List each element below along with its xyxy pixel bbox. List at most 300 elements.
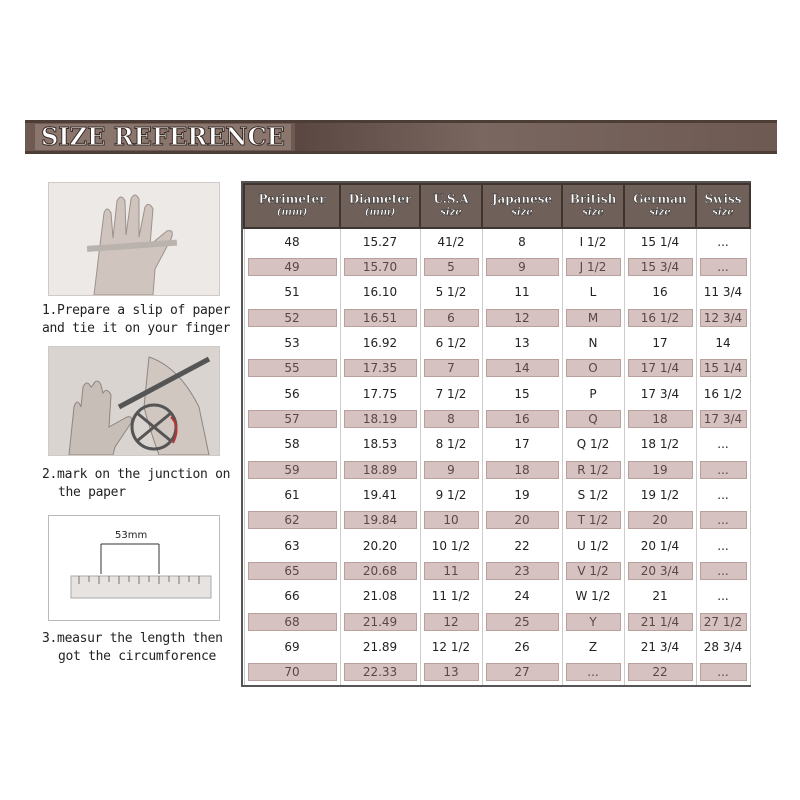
cell-value: 18.53 [362, 437, 398, 452]
cell-value: 66 [284, 589, 300, 604]
cell-diameter [340, 457, 420, 482]
cell-german [624, 558, 696, 583]
cell-value: 9 1/2 [435, 487, 467, 502]
cell-japanese [482, 558, 562, 583]
cell-value: 20 [486, 511, 559, 529]
cell-value: 21.08 [362, 589, 398, 604]
header-usa [420, 184, 482, 228]
cell-value: ... [717, 589, 729, 604]
cell-value: ... [700, 258, 747, 276]
step3-instruction [42, 630, 242, 666]
header-swiss-unit: size [712, 207, 734, 218]
cell-swiss [696, 660, 750, 685]
cell-value: 8 [518, 234, 526, 249]
cell-swiss [696, 432, 750, 457]
cell-german [624, 609, 696, 634]
cell-value: 10 [424, 511, 479, 529]
cell-perimeter [244, 406, 340, 431]
cell-value: 10 1/2 [431, 538, 471, 553]
cell-value: 53 [284, 336, 300, 351]
step2-instruction [42, 466, 242, 502]
banner-shade [295, 123, 765, 151]
cell-swiss [696, 228, 750, 254]
cell-usa [420, 356, 482, 381]
cell-value: Q 1/2 [576, 437, 610, 452]
table-row [244, 533, 750, 558]
cell-japanese [482, 305, 562, 330]
cell-german [624, 330, 696, 355]
cell-perimeter [244, 660, 340, 685]
cell-value: 24 [514, 589, 530, 604]
cell-value: 22 [514, 538, 530, 553]
cell-usa [420, 660, 482, 685]
cell-value: 27 1/2 [700, 613, 747, 631]
cell-value: 17 [514, 437, 530, 452]
cell-value: 12 1/2 [431, 639, 471, 654]
cell-value: O [566, 359, 621, 377]
cell-british [562, 280, 624, 305]
cell-diameter [340, 228, 420, 254]
step3-line2: got the circumforence [58, 649, 217, 664]
cell-usa [420, 609, 482, 634]
cell-german [624, 457, 696, 482]
cell-usa [420, 558, 482, 583]
cell-swiss [696, 609, 750, 634]
cell-value: 17 1/4 [628, 359, 693, 377]
cell-value: 11 [514, 285, 530, 300]
cell-value: 58 [284, 437, 300, 452]
cell-british [562, 406, 624, 431]
cell-value: S 1/2 [577, 487, 609, 502]
cell-value: 70 [248, 663, 337, 681]
cell-value: Q [566, 410, 621, 428]
header-japanese-unit: size [511, 207, 533, 218]
cell-value: 49 [248, 258, 337, 276]
cell-japanese [482, 609, 562, 634]
cell-british [562, 432, 624, 457]
cell-perimeter [244, 609, 340, 634]
cell-diameter [340, 609, 420, 634]
table-row [244, 482, 750, 507]
cell-value: 12 [486, 309, 559, 327]
cell-perimeter [244, 584, 340, 609]
cell-swiss [696, 280, 750, 305]
cell-perimeter [244, 228, 340, 254]
cell-german [624, 584, 696, 609]
cell-japanese [482, 482, 562, 507]
table-row [244, 381, 750, 406]
header-japanese-label: Japanese [491, 192, 553, 206]
cell-japanese [482, 533, 562, 558]
cell-value: 7 [424, 359, 479, 377]
cell-usa [420, 457, 482, 482]
header-perimeter [244, 184, 340, 228]
size-reference-banner [25, 120, 777, 154]
cell-value: 7 1/2 [435, 386, 467, 401]
header-perimeter-unit: (mm) [276, 207, 308, 218]
cell-value: 18 [486, 461, 559, 479]
cell-swiss [696, 457, 750, 482]
cell-value: W 1/2 [575, 589, 611, 604]
cell-value: 21 [652, 589, 668, 604]
cell-usa [420, 406, 482, 431]
cell-swiss [696, 330, 750, 355]
cell-british [562, 609, 624, 634]
cell-value: 17 [652, 336, 668, 351]
cell-value: M [566, 309, 621, 327]
cell-british [562, 254, 624, 279]
header-british-unit: size [582, 207, 604, 218]
cell-japanese [482, 508, 562, 533]
cell-perimeter [244, 558, 340, 583]
cell-value: 63 [284, 538, 300, 553]
table-row [244, 660, 750, 685]
cell-diameter [340, 508, 420, 533]
cell-value: 19 1/2 [640, 487, 680, 502]
cell-value: 57 [248, 410, 337, 428]
cell-japanese [482, 228, 562, 254]
cell-value: 8 1/2 [435, 437, 467, 452]
cell-value: 17.75 [362, 386, 398, 401]
cell-perimeter [244, 508, 340, 533]
header-swiss-label: Swiss [704, 192, 742, 206]
header-german [624, 184, 696, 228]
size-table-body [244, 228, 750, 685]
cell-japanese [482, 280, 562, 305]
cell-value: 6 1/2 [435, 336, 467, 351]
cell-swiss [696, 508, 750, 533]
cell-perimeter [244, 254, 340, 279]
table-row [244, 584, 750, 609]
cell-value: 20 3/4 [628, 562, 693, 580]
cell-value: 18.19 [344, 410, 417, 428]
cell-value: 9 [486, 258, 559, 276]
table-row [244, 508, 750, 533]
cell-german [624, 533, 696, 558]
cell-value: 27 [486, 663, 559, 681]
cell-german [624, 356, 696, 381]
cell-value: 13 [514, 336, 530, 351]
cell-japanese [482, 457, 562, 482]
cell-value: 52 [248, 309, 337, 327]
header-british-label: British [569, 192, 617, 206]
cell-value: 65 [248, 562, 337, 580]
cell-value: N [588, 336, 598, 351]
cell-value: P [589, 386, 597, 401]
cell-value: 6 [424, 309, 479, 327]
cell-value: 48 [284, 234, 300, 249]
header-diameter-label: Diameter [348, 192, 412, 206]
table-row [244, 457, 750, 482]
cell-value: 15 1/4 [700, 359, 747, 377]
cell-value: ... [717, 234, 729, 249]
cell-perimeter [244, 533, 340, 558]
cell-german [624, 660, 696, 685]
cell-value: 21 1/4 [628, 613, 693, 631]
table-row [244, 609, 750, 634]
cell-value: 25 [486, 613, 559, 631]
cell-british [562, 584, 624, 609]
cell-british [562, 558, 624, 583]
cell-value: J 1/2 [566, 258, 621, 276]
cell-value: 18 [628, 410, 693, 428]
cell-value: T 1/2 [566, 511, 621, 529]
cell-value: 16 1/2 [703, 386, 743, 401]
header-usa-label: U.S.A [433, 192, 469, 206]
cell-value: 20 [628, 511, 693, 529]
step2-mark-photo [48, 346, 220, 456]
cell-swiss [696, 584, 750, 609]
banner-title: SIZE REFERENCE [35, 124, 291, 150]
header-usa-unit: size [440, 207, 462, 218]
cell-value: U 1/2 [577, 538, 609, 553]
cell-diameter [340, 356, 420, 381]
table-row [244, 228, 750, 254]
cell-german [624, 381, 696, 406]
cell-japanese [482, 381, 562, 406]
cell-japanese [482, 330, 562, 355]
mark-pen-illustration [49, 347, 219, 455]
cell-swiss [696, 634, 750, 659]
cell-value: 13 [424, 663, 479, 681]
cell-diameter [340, 305, 420, 330]
cell-value: 21.89 [362, 639, 398, 654]
cell-british [562, 381, 624, 406]
cell-value: 26 [514, 639, 530, 654]
cell-perimeter [244, 280, 340, 305]
cell-value: 20.20 [362, 538, 398, 553]
hand-strip-illustration [49, 183, 219, 295]
header-british [562, 184, 624, 228]
cell-value: ... [717, 487, 729, 502]
cell-british [562, 228, 624, 254]
cell-swiss [696, 356, 750, 381]
cell-value: 14 [486, 359, 559, 377]
cell-german [624, 305, 696, 330]
cell-british [562, 660, 624, 685]
cell-usa [420, 508, 482, 533]
cell-value: 19 [514, 487, 530, 502]
table-row [244, 356, 750, 381]
cell-perimeter [244, 305, 340, 330]
cell-usa [420, 228, 482, 254]
cell-value: Z [588, 639, 598, 654]
cell-usa [420, 305, 482, 330]
cell-value: ... [717, 538, 729, 553]
cell-value: 20.68 [344, 562, 417, 580]
cell-value: 15.27 [362, 234, 398, 249]
cell-value: 16.92 [362, 336, 398, 351]
cell-diameter [340, 330, 420, 355]
cell-usa [420, 381, 482, 406]
cell-value: 17 3/4 [640, 386, 680, 401]
step1-line2: and tie it on your finger [42, 321, 231, 336]
cell-british [562, 305, 624, 330]
cell-diameter [340, 381, 420, 406]
cell-value: 11 [424, 562, 479, 580]
table-row [244, 634, 750, 659]
table-row [244, 432, 750, 457]
cell-diameter [340, 634, 420, 659]
cell-german [624, 634, 696, 659]
cell-diameter [340, 660, 420, 685]
cell-usa [420, 254, 482, 279]
cell-japanese [482, 584, 562, 609]
header-perimeter-label: Perimeter [258, 192, 326, 206]
cell-british [562, 634, 624, 659]
cell-value: ... [700, 562, 747, 580]
cell-german [624, 228, 696, 254]
table-row [244, 330, 750, 355]
cell-value: 56 [284, 386, 300, 401]
header-swiss [696, 184, 750, 228]
cell-value: 22 [628, 663, 693, 681]
cell-japanese [482, 432, 562, 457]
cell-german [624, 432, 696, 457]
cell-value: L [589, 285, 597, 300]
cell-value: 16 1/2 [628, 309, 693, 327]
cell-value: ... [566, 663, 621, 681]
cell-value: 19.84 [344, 511, 417, 529]
cell-diameter [340, 482, 420, 507]
table-row [244, 254, 750, 279]
cell-perimeter [244, 457, 340, 482]
cell-value: 17 3/4 [700, 410, 747, 428]
cell-value: 51 [284, 285, 300, 300]
header-diameter [340, 184, 420, 228]
cell-value: 16.10 [362, 285, 398, 300]
cell-swiss [696, 482, 750, 507]
cell-value: 61 [284, 487, 300, 502]
cell-perimeter [244, 381, 340, 406]
cell-value: ... [700, 461, 747, 479]
cell-perimeter [244, 482, 340, 507]
table-row [244, 558, 750, 583]
size-chart-table [241, 181, 751, 687]
step3-ruler-diagram [48, 515, 220, 621]
cell-british [562, 457, 624, 482]
cell-usa [420, 634, 482, 659]
cell-value: 15 [514, 386, 530, 401]
cell-german [624, 508, 696, 533]
cell-value: 16 [652, 285, 668, 300]
cell-usa [420, 330, 482, 355]
cell-usa [420, 280, 482, 305]
cell-value: 21.49 [344, 613, 417, 631]
cell-diameter [340, 432, 420, 457]
cell-perimeter [244, 330, 340, 355]
cell-german [624, 254, 696, 279]
cell-value: ... [700, 511, 747, 529]
step3-line1: 3.measur the length then [42, 631, 223, 646]
cell-value: ... [700, 663, 747, 681]
cell-british [562, 482, 624, 507]
step1-instruction [42, 302, 242, 338]
cell-value: 17.35 [344, 359, 417, 377]
cell-value: 21 3/4 [640, 639, 680, 654]
cell-value: I 1/2 [579, 234, 607, 249]
cell-value: 5 1/2 [435, 285, 467, 300]
size-table [243, 183, 751, 685]
table-header-row [244, 184, 750, 228]
cell-diameter [340, 254, 420, 279]
cell-japanese [482, 660, 562, 685]
cell-british [562, 533, 624, 558]
ruler-label: 53mm [115, 530, 148, 541]
cell-value: 55 [248, 359, 337, 377]
cell-value: V 1/2 [566, 562, 621, 580]
cell-value: 8 [424, 410, 479, 428]
step1-hand-photo [48, 182, 220, 296]
step1-line1: 1.Prepare a slip of paper [42, 303, 231, 318]
cell-german [624, 482, 696, 507]
cell-german [624, 280, 696, 305]
cell-value: 11 1/2 [431, 589, 471, 604]
header-diameter-unit: (mm) [364, 207, 396, 218]
cell-value: 62 [248, 511, 337, 529]
cell-perimeter [244, 432, 340, 457]
cell-usa [420, 432, 482, 457]
cell-value: 14 [715, 336, 731, 351]
table-row [244, 280, 750, 305]
cell-japanese [482, 406, 562, 431]
cell-value: 41/2 [437, 234, 465, 249]
cell-usa [420, 584, 482, 609]
cell-value: Y [566, 613, 621, 631]
cell-value: 16.51 [344, 309, 417, 327]
cell-swiss [696, 533, 750, 558]
header-japanese [482, 184, 562, 228]
cell-british [562, 330, 624, 355]
cell-value: 15.70 [344, 258, 417, 276]
cell-usa [420, 533, 482, 558]
cell-british [562, 356, 624, 381]
cell-value: 28 3/4 [703, 639, 743, 654]
cell-value: 12 [424, 613, 479, 631]
cell-japanese [482, 254, 562, 279]
cell-value: 22.33 [344, 663, 417, 681]
cell-value: 69 [284, 639, 300, 654]
cell-perimeter [244, 356, 340, 381]
header-german-unit: size [649, 207, 671, 218]
table-row [244, 305, 750, 330]
cell-value: 23 [486, 562, 559, 580]
cell-diameter [340, 584, 420, 609]
cell-value: 18.89 [344, 461, 417, 479]
cell-value: 18 1/2 [640, 437, 680, 452]
cell-value: 19 [628, 461, 693, 479]
table-row [244, 406, 750, 431]
cell-value: 11 3/4 [703, 285, 743, 300]
cell-value: 9 [424, 461, 479, 479]
cell-swiss [696, 254, 750, 279]
cell-value: 59 [248, 461, 337, 479]
cell-swiss [696, 305, 750, 330]
cell-value: 5 [424, 258, 479, 276]
cell-japanese [482, 356, 562, 381]
cell-swiss [696, 381, 750, 406]
cell-value: 12 3/4 [700, 309, 747, 327]
cell-usa [420, 482, 482, 507]
cell-value: 15 3/4 [628, 258, 693, 276]
cell-value: 20 1/4 [640, 538, 680, 553]
cell-value: 19.41 [362, 487, 398, 502]
cell-perimeter [244, 634, 340, 659]
cell-swiss [696, 558, 750, 583]
header-german-label: German [633, 192, 687, 206]
cell-value: 16 [486, 410, 559, 428]
cell-value: 15 1/4 [640, 234, 680, 249]
